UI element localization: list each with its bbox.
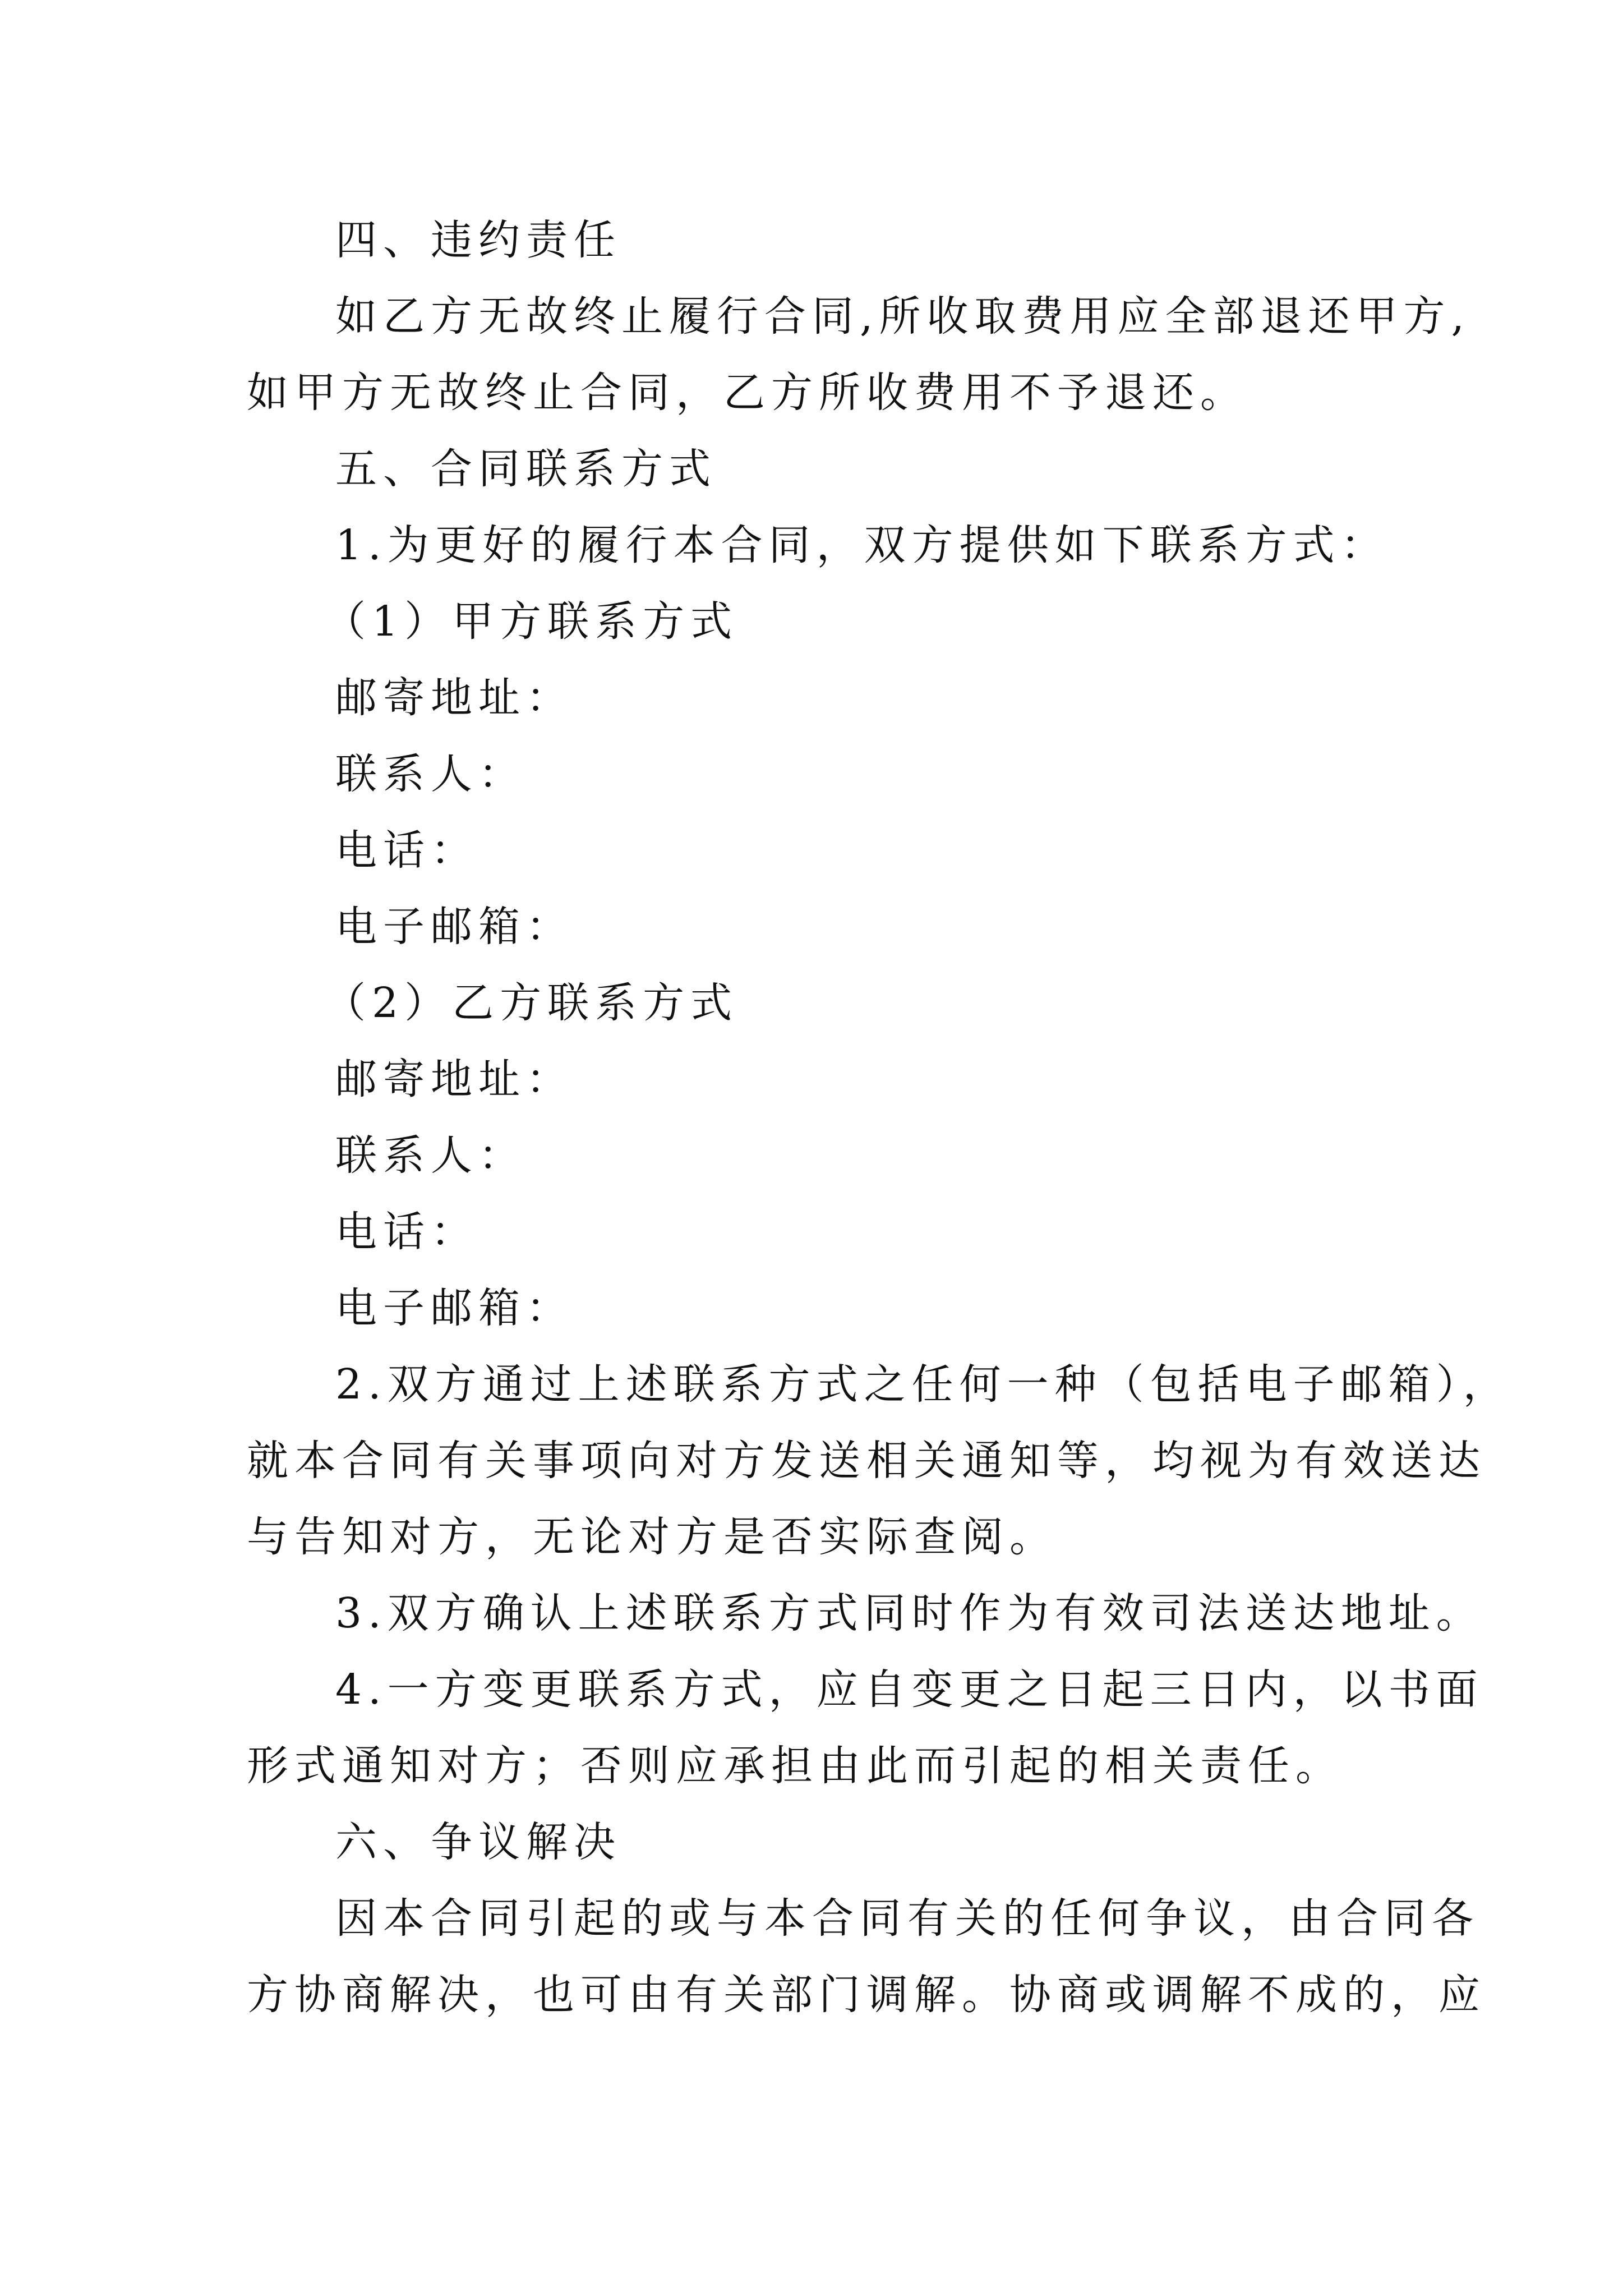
clause-line: 形式通知对方；否则应承担由此而引起的相关责任。 (247, 1742, 1343, 1790)
field-label-phone: 电话： (335, 1208, 478, 1256)
paragraph-line: 如甲方无故终止合同，乙方所收费用不予退还。 (247, 369, 1248, 417)
field-label-postal-address: 邮寄地址： (335, 674, 574, 722)
subheading-party-a-contact: （1）甲方联系方式 (324, 597, 739, 646)
clause-line: 1.为更好的履行本合同，双方提供如下联系方式： (335, 521, 1389, 569)
clause-line: 2.双方通过上述联系方式之任何一种（包括电子邮箱）， (335, 1360, 1511, 1409)
paragraph-line: 因本合同引起的或与本合同有关的任何争议，由合同各 (335, 1894, 1479, 1943)
clause-line: 3.双方确认上述联系方式同时作为有效司法送达地址。 (335, 1589, 1484, 1637)
clause-line: 就本合同有关事项向对方发送相关通知等，均视为有效送达 (247, 1437, 1486, 1485)
clause-line: 4.一方变更联系方式，应自变更之日起三日内，以书面 (335, 1665, 1484, 1714)
paragraph-line: 方协商解决，也可由有关部门调解。协商或调解不成的，应 (247, 1971, 1486, 2019)
clause-line: 与告知对方，无论对方是否实际查阅。 (247, 1513, 1057, 1561)
field-label-phone: 电话： (335, 826, 478, 875)
subheading-party-b-contact: （2）乙方联系方式 (324, 979, 739, 1027)
section-heading-breach-liability: 四、违约责任 (335, 216, 621, 264)
field-label-contact-person: 联系人： (335, 750, 526, 798)
field-label-contact-person: 联系人： (335, 1131, 526, 1180)
field-label-email: 电子邮箱： (335, 1284, 574, 1332)
field-label-postal-address: 邮寄地址： (335, 1055, 574, 1103)
section-heading-contact-methods: 五、合同联系方式 (335, 445, 717, 493)
section-heading-dispute-resolution: 六、争议解决 (335, 1818, 621, 1866)
paragraph-line: 如乙方无故终止履行合同,所收取费用应全部退还甲方, (335, 292, 1471, 341)
field-label-email: 电子邮箱： (335, 903, 574, 951)
